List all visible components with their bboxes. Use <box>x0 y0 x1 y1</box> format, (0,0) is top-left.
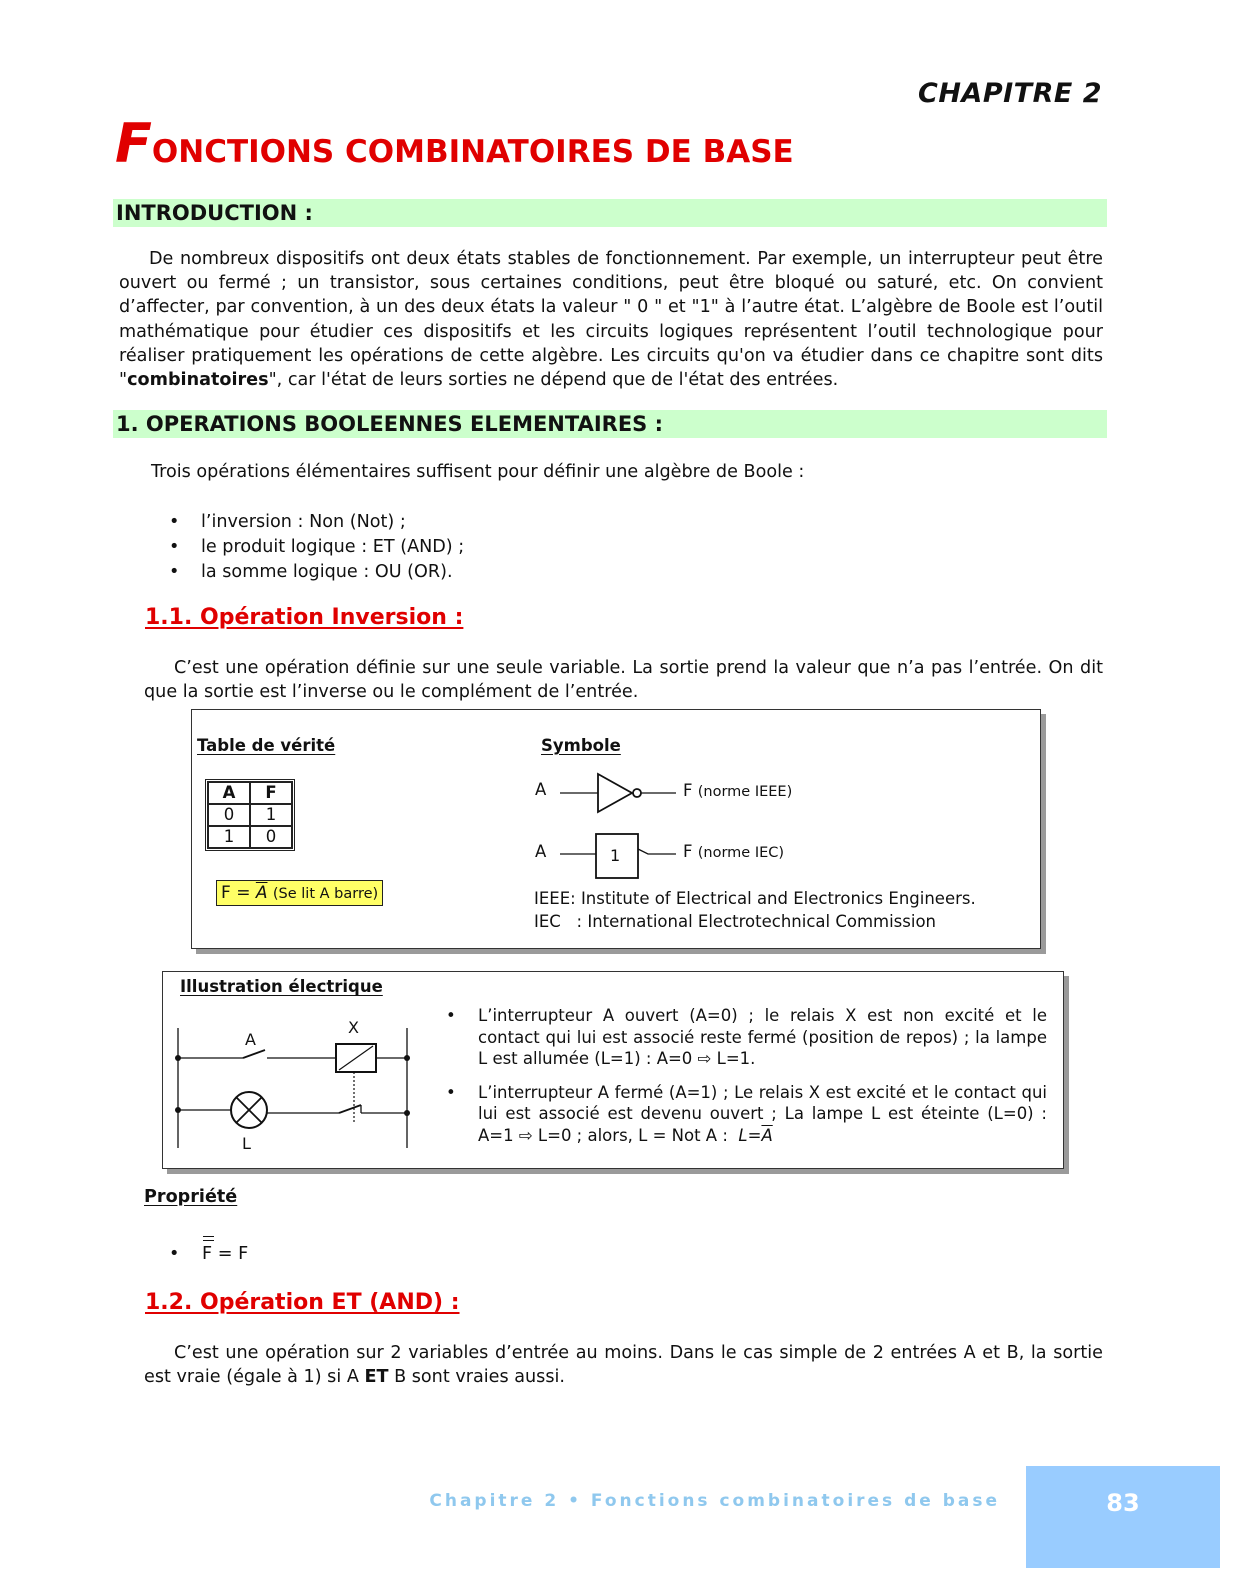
list-item: • l’inversion : Non (Not) ; <box>169 510 464 535</box>
inversion-box <box>191 709 1041 949</box>
page-title <box>115 112 794 175</box>
property-lhs-wrap <box>202 1244 212 1264</box>
iec-input-label: A <box>535 842 547 861</box>
table-cell: 0 <box>250 826 292 848</box>
relay-label: X <box>348 1018 359 1037</box>
intro-text-1: De nombreux dispositifs ont deux états stables de fonctionnement. Par exemple, un interrupteur peut être ouvert ou fermé ; un transistor, sous certaines conditions, peut être bloqué ou saturé, etc. On convient d’affecter, par convention, à un des deux états la valeur " 0 " et "1" à l’autre état. L’algèbre de Boole est l’outil mathématique pour étudier ces dispositifs et les circuits logiques représentent l’outil technologique pour réaliser pratiquement les opérations de cette algèbre. Les circuits qu'on va étudier dans ce chapitre sont dits " <box>119 249 1103 391</box>
introduction-heading: INTRODUCTION : <box>113 199 1107 227</box>
intro-text-2: ", car l'état de leurs sorties ne dépend que de l'état des entrées. <box>268 370 839 391</box>
table-cell: 0 <box>208 804 250 826</box>
footer-running-title: Chapitre 2 • Fonctions combinatoires de base <box>429 1491 1000 1511</box>
section1-bullet-list <box>169 510 464 584</box>
section1-heading: 1. OPERATIONS BOOLEENNES ELEMENTAIRES : <box>113 410 1107 438</box>
formula-rhs: $\overline{A}$ <box>761 1125 773 1145</box>
property-formula <box>202 1244 248 1264</box>
lamp-label: L <box>242 1134 251 1153</box>
s12-text-2: B sont vraies aussi. <box>388 1367 565 1388</box>
electrical-illustration-box <box>162 971 1064 1169</box>
intro-bold-word: combinatoires <box>127 370 269 391</box>
truth-table-label: Table de vérité <box>197 736 336 755</box>
table-cell: F <box>250 782 292 804</box>
ieee-output-f: F <box>683 781 693 800</box>
eq-lhs: F <box>221 883 231 903</box>
switch-label: A <box>245 1030 256 1049</box>
ieee-input-label: A <box>535 780 547 799</box>
eq-sign: = <box>236 883 251 903</box>
table-cell: A <box>208 782 250 804</box>
table-cell: 1 <box>250 804 292 826</box>
definition-ieee: IEEE: Institute of Electrical and Electronics Engineers. <box>534 889 976 908</box>
illustration-label: Illustration électrique <box>180 977 383 996</box>
introduction-paragraph <box>119 247 1103 392</box>
section11-paragraph: C’est une opération définie sur une seule variable. La sortie prend la valeur que n’a pas l’entrée. On dit que la sortie est l’inverse ou le complément de l’entrée. <box>144 658 1103 703</box>
ieee-not-gate-icon <box>558 768 688 818</box>
list-item <box>446 1082 1047 1147</box>
inversion-equation <box>216 880 383 906</box>
formula-lhs: L <box>738 1125 748 1145</box>
eq-note: (Se lit A barre) <box>272 886 379 902</box>
list-item: • la somme logique : OU (OR). <box>169 560 464 585</box>
iec-norm: (norme IEC) <box>697 845 785 861</box>
iec-output-label <box>683 842 784 861</box>
ieee-norm: (norme IEEE) <box>697 784 793 800</box>
double-bar <box>203 1236 214 1241</box>
formula-eq: = <box>747 1125 762 1145</box>
table-row <box>208 782 292 804</box>
list-item: • L’interrupteur A ouvert (A=0) ; le relais X est non excité et le contact qui lui est associé reste fermé (position de repos) ; la lampe L est allumée (L=1) : A=0 ⇨ L=1. <box>446 1005 1047 1070</box>
section12-paragraph <box>144 1341 1103 1389</box>
title-rest: ONCTIONS COMBINATOIRES DE BASE <box>151 134 794 170</box>
table-row <box>208 826 292 848</box>
title-first-letter: F <box>115 112 152 175</box>
ieee-output-label <box>683 781 792 800</box>
property-label: Propriété <box>144 1187 238 1207</box>
property-lhs: F <box>202 1244 213 1264</box>
section12-heading: 1.2. Opération ET (AND) : <box>145 1290 460 1315</box>
list-item: • le produit logique : ET (AND) ; <box>169 535 464 560</box>
s12-text-1: C’est une opération sur 2 variables d’entrée au moins. Dans le cas simple de 2 entrées A et B, la sortie est vraie (égale à 1) si A <box>144 1343 1103 1388</box>
definitions <box>534 887 976 933</box>
relay-circuit-diagram <box>171 1012 421 1162</box>
iec-not-gate-icon <box>558 831 688 881</box>
chapter-label: CHAPITRE 2 <box>918 78 1102 109</box>
iec-output-f: F <box>683 842 693 861</box>
table-cell: 1 <box>208 826 250 848</box>
section11-heading: 1.1. Opération Inversion : <box>145 605 464 630</box>
truth-table <box>205 779 295 851</box>
eq-rhs: $\overline{A}$ <box>255 883 268 903</box>
iec-gate-text: 1 <box>610 846 621 865</box>
section1-intro: Trois opérations élémentaires suffisent pour définir une algèbre de Boole : <box>151 462 805 482</box>
bullet-2-text: L’interrupteur A fermé (A=1) ; Le relais X est excité et le contact qui lui est associé est devenu ouvert ; La lampe L est éteinte (L=0) : A=1 ⇨ L=0 ; alors, L = Not A : <box>478 1082 1047 1145</box>
s12-bold-word: ET <box>364 1367 389 1388</box>
table-row <box>208 804 292 826</box>
definition-iec: IEC : International Electrotechnical Commission <box>534 912 937 931</box>
symbol-label: Symbole <box>541 736 621 755</box>
property-rhs: F <box>238 1244 249 1264</box>
property-eq: = <box>217 1244 233 1264</box>
page-number: 83 <box>1026 1466 1220 1568</box>
property-bullet: • <box>169 1244 180 1264</box>
illustration-bullets <box>446 1005 1047 1159</box>
